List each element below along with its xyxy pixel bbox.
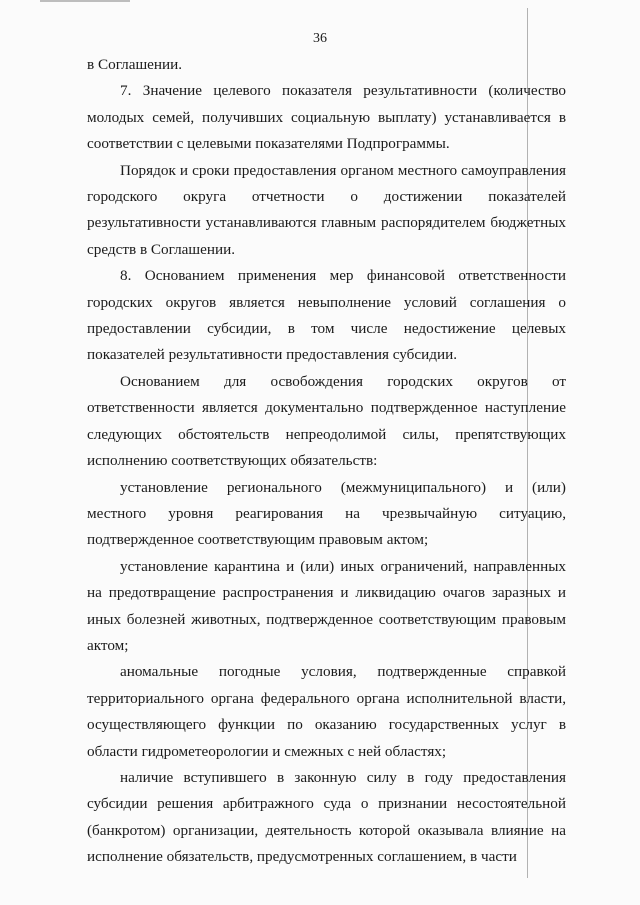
paragraph-8: аномальные погодные условия, подтвержденные справкой территориального органа федерального органа исполнительной власти, осуществляющего функции по оказанию государственных услуг в области гидрометеорологии и смежных с ней областях; [87,663,566,760]
paragraph-5: Основанием для освобождения городских округов от ответственности является документально подтвержденное наступление следующих обстоятельств непреодолимой силы, препятствующих исполнению соответствующих обязательств: [87,372,566,470]
paragraph-3: Порядок и сроки предоставления органом местного самоуправления городского округа отчетности о достижении показателей результативности устанавливаются главным распорядителем бюджетных средств в Соглашении. [87,161,566,258]
paragraph-2: 7. Значение целевого показателя результативности (количество молодых семей, получивших социальную выплату) устанавливается в соответствии с целевыми показателями Подпрограммы. [87,82,566,153]
paragraph-4: 8. Основанием применения мер финансовой ответственности городских округов является невыполнение условий соглашения о предоставлении субсидии, в том числе недостижение целевых показателей результативности предоставления субсидии. [87,267,566,364]
paragraph-7: установление карантина и (или) иных ограничений, направленных на предотвращение распространения и ликвидацию очагов заразных и иных болезней животных, подтвержденное соответствующим правовым актом; [87,557,566,654]
paragraph-9: наличие вступившего в законную силу в году предоставления субсидии решения арбитражного суда о признании несостоятельной (банкротом) организации, деятельность которой оказывала влияние на исполнение обязательств, предусмотренных соглашением, в части [87,768,566,866]
paragraph-1: в Соглашении. [87,56,183,73]
document-body [87,52,566,871]
paragraph-6: установление регионального (межмуниципального) и (или) местного уровня реагирования на чрезвычайную ситуацию, подтвержденное соответствующим правовым актом; [87,478,566,549]
page-number: 36 [313,31,327,46]
scan-artifact-top [40,0,130,2]
